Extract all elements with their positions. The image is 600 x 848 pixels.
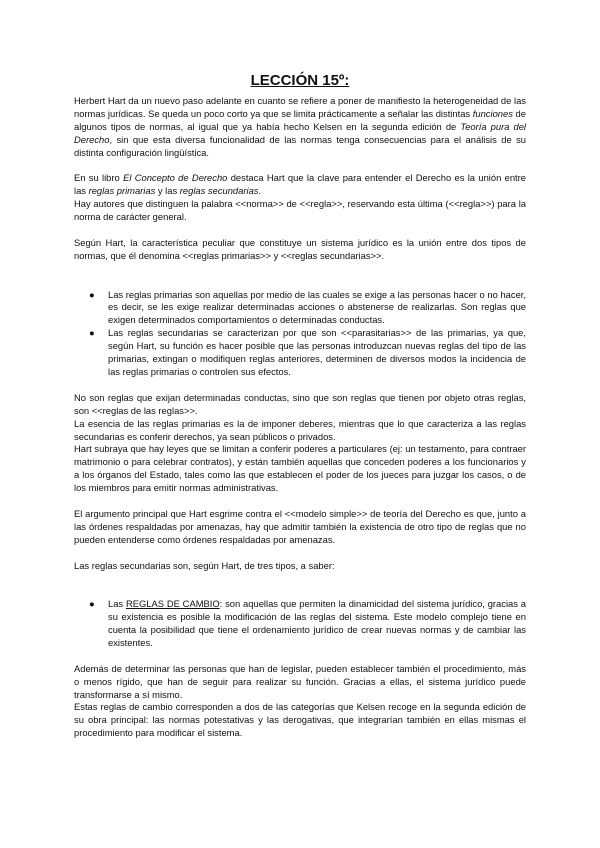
paragraph-powers: Hart subraya que hay leyes que se limitan a conferir poderes a particulares (ej: un testamento, para contraer matrimonio o para celebrar contratos), y están también aquellas que conceden poderes a los funcionarios y a los órganos del Estado, tales como las que establecen el poder de los jueces para juzgar los casos, o de los miembros para emitir normas administrativas. bbox=[74, 443, 526, 494]
bullet-icon: ● bbox=[89, 598, 95, 610]
bullet-icon: ● bbox=[89, 288, 95, 300]
list-item-secondary-rules: ● Las reglas secundarias se caracterizan por que son <<parasitarias>> de las primarias, ya que, según Hart, su función es hacer posible que las personas introduzcan nuevas reglas del tipo de las primarias, extingan o modifiquen reglas anteriores, determinen de diversos modos la incidencia de las reglas primarias o controlen sus efectos. bbox=[89, 327, 526, 377]
paragraph-essence: La esencia de las reglas primarias es la de imponer deberes, mientras que lo que caracteriza a las reglas secundarias es conferir derechos, ya sean públicos o privados. bbox=[74, 417, 526, 442]
lesson-title: LECCIÓN 15º: bbox=[250, 72, 350, 89]
paragraph-procedure: Además de determinar las personas que han de legislar, pueden establecer también el procedimiento, más o menos rígido, que han de seguir para realizar su función. Gracias a ellas, el sistema jurídico puede transformarse a sí mismo. bbox=[74, 662, 526, 700]
change-rules-list bbox=[74, 598, 526, 650]
list-item-primary-rules: ● Las reglas primarias son aquellas por medio de las cuales se exige a las personas hacer o no hacer, es decir, se les exige realizar determinadas acciones o abstenerse de realizarlas. Son reglas que exigen determinados comportamientos o determinadas conductas. bbox=[89, 288, 526, 326]
paragraph-argument: El argumento principal que Hart esgrime contra el <<modelo simple>> de teoría del Derecho es que, junto a las órdenes respaldadas por amenazas, hay que admitir también la existencia de otro tipo de reglas que no pueden entenderse como órdenes respaldadas por amenazas. bbox=[74, 507, 526, 545]
paragraph-intro: Herbert Hart da un nuevo paso adelante en cuanto se refiere a poner de manifiesto la heterogeneidad de las normas jurídicas. Se queda un poco corto ya que se limita prácticamente a señalar las distintas funciones de algunos tipos de normas, al igual que ya había hecho Kelsen en la segunda edición de Teoría pura del Derecho, sin que esta diversa funcionalidad de las normas tenga consecuencias para el análisis de su distinta configuración lingüística. bbox=[74, 95, 527, 158]
paragraph-concept: En su libro El Concepto de Derecho destaca Hart que la clave para entender el Derecho es la unión entre las reglas primarias y las reglas secundarias. bbox=[74, 172, 526, 197]
bullet-icon: ● bbox=[89, 327, 95, 339]
document-body bbox=[74, 95, 526, 740]
list-item-change-rules: ● Las REGLAS DE CAMBIO: son aquellas que permiten la dinamicidad del sistema jurídico, gracias a su existencia es posible la modificación de las reglas del sistema. Este modelo complejo tiene en cuenta la posibilidad que tiene el ordenamiento jurídico de crear nuevas normas y de cambiar las existentes. bbox=[89, 598, 526, 648]
paragraph-three-types: Las reglas secundarias son, según Hart, de tres tipos, a saber: bbox=[74, 559, 335, 571]
paragraph-rules-of-rules: No son reglas que exijan determinadas conductas, sino que son reglas que tienen por objeto otras reglas, son <<reglas de las reglas>>. bbox=[74, 391, 526, 416]
paragraph-kelsen: Estas reglas de cambio corresponden a dos de las categorías que Kelsen recoge en la segunda edición de su obra principal: las normas potestativas y las derogativas, que integrarían también en ellas mismas el procedimiento para modificar el sistema. bbox=[74, 701, 526, 739]
paragraph-norma-regla: Hay autores que distinguen la palabra <<norma>> de <<regla>>, reservando esta última (<<regla>>) para la norma de carácter general. bbox=[74, 198, 526, 223]
paragraph-union: Según Hart, la característica peculiar que constituye un sistema jurídico es la unión entre dos tipos de normas, que él denomina <<reglas primarias>> y <<reglas secundarias>>. bbox=[74, 236, 526, 261]
rules-list bbox=[74, 289, 526, 379]
